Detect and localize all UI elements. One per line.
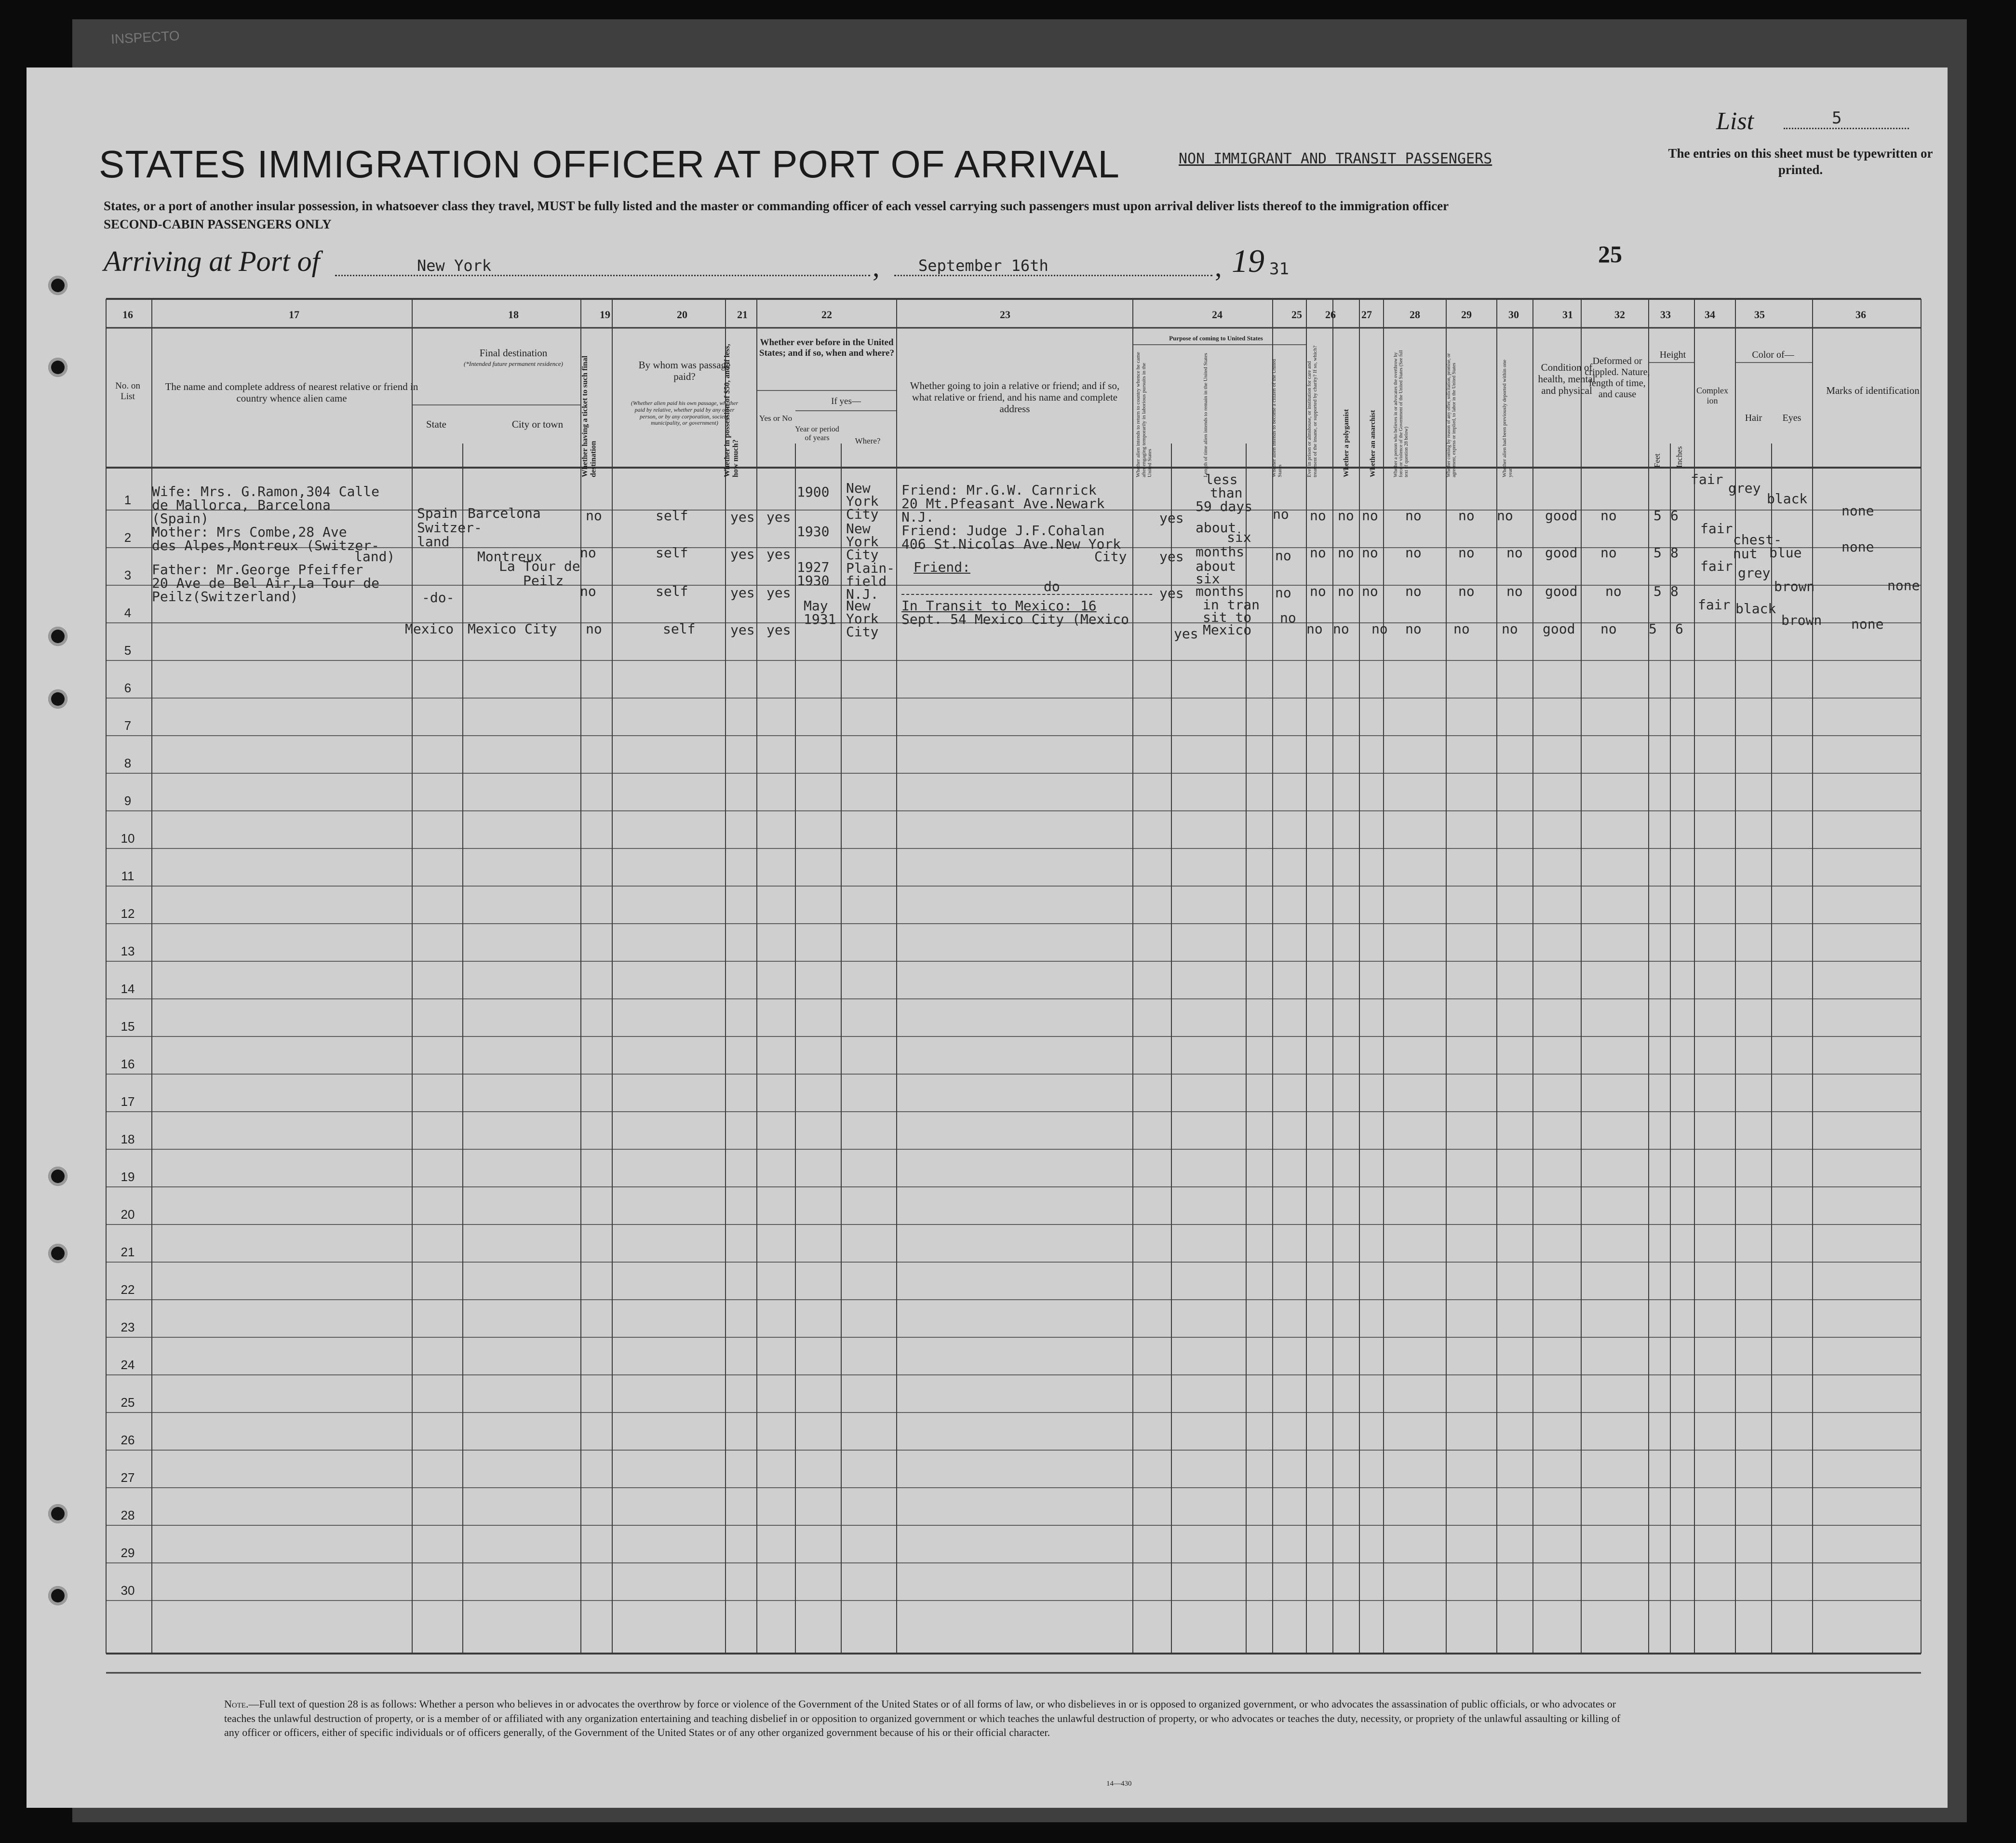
before: yes xyxy=(766,585,791,601)
row-number: 9 xyxy=(124,794,132,808)
health: good xyxy=(1543,621,1575,637)
header-final-destination: Final destination xyxy=(479,347,548,359)
header-anarchist: Whether an anarchist xyxy=(1369,410,1377,477)
header-no-on-list: No. on List xyxy=(115,381,140,402)
feet: 5 xyxy=(1653,583,1662,599)
polygamist: no xyxy=(1338,583,1354,599)
q28: no xyxy=(1405,583,1422,599)
where-line: York xyxy=(846,534,879,550)
arriving-label: Arriving at Port of xyxy=(104,245,320,277)
joining-line: City xyxy=(1094,549,1127,565)
hair: black xyxy=(1735,601,1776,617)
footer-note xyxy=(224,1697,1622,1740)
header-polygamist: Whether a polygamist xyxy=(1343,409,1350,477)
header-deformed: Deformed or crippled. Nature, length of time, and cause xyxy=(1585,356,1650,400)
polygamist: no xyxy=(1338,545,1354,561)
relative-line: land) xyxy=(354,549,395,565)
comma-2: , xyxy=(1215,251,1222,283)
class-line: SECOND-CABIN PASSENGERS ONLY xyxy=(104,217,332,231)
marks: none xyxy=(1841,539,1874,555)
joining-line: do xyxy=(1044,578,1060,594)
q29: no xyxy=(1458,545,1475,561)
header-marks: Marks of identification xyxy=(1826,385,1920,396)
joining-line: Friend: Mr.G.W. Carnrick xyxy=(901,482,1097,498)
purpose-b-line: six xyxy=(1196,571,1220,587)
eyes: brown xyxy=(1781,612,1822,628)
document-title: STATES IMMIGRATION OFFICER AT PORT OF ARRIVAL xyxy=(99,143,1120,186)
footer-note-label: Note. xyxy=(224,1698,249,1710)
row-number: 6 xyxy=(124,681,132,695)
header-joining: Whether going to join a relative or friend; and if so, what relative or friend, and his name and complete address xyxy=(910,380,1120,415)
non-immigrant-stamp: NON IMMIGRANT AND TRANSIT PASSENGERS xyxy=(1179,150,1492,167)
anarchist: no xyxy=(1362,545,1378,561)
header-passage: By whom was passage paid? xyxy=(638,359,731,383)
relative-line: Mother: Mrs Combe,28 Ave xyxy=(152,524,347,540)
where-line: City xyxy=(846,506,879,522)
col-number: 35 xyxy=(1754,309,1765,321)
where-line: New xyxy=(846,521,871,537)
q30: no xyxy=(1502,621,1518,637)
inches: 8 xyxy=(1670,545,1679,561)
col-number: 36 xyxy=(1855,309,1866,321)
joining-line: Friend: Judge J.F.Cohalan xyxy=(901,523,1105,538)
purpose-c: no xyxy=(1275,548,1291,564)
where-line: New xyxy=(846,480,871,496)
year: 1927 xyxy=(797,559,830,575)
where-line: Plain- xyxy=(846,560,895,576)
complexion: fair xyxy=(1698,597,1731,613)
row-number: 23 xyxy=(121,1320,135,1334)
year-prefix: 19 xyxy=(1232,242,1264,279)
hair: grey xyxy=(1728,480,1761,496)
joining-line: Friend: xyxy=(914,559,971,575)
city: Barcelona xyxy=(468,505,541,521)
q28: no xyxy=(1405,508,1422,524)
purpose-b-line: six xyxy=(1227,529,1251,545)
state: Switzer- land xyxy=(417,520,482,550)
where-line: York xyxy=(846,493,879,509)
row-number: 17 xyxy=(121,1094,135,1109)
header-feet: Feet xyxy=(1653,453,1662,468)
purpose-b-line: months xyxy=(1196,583,1245,599)
where-line: York xyxy=(846,611,879,627)
header-where: Where? xyxy=(855,436,881,445)
where-line: N.J. xyxy=(846,586,879,602)
where-line: City xyxy=(846,547,879,563)
row-number: 27 xyxy=(121,1470,135,1485)
feet: 5 xyxy=(1653,545,1662,561)
q29: no xyxy=(1453,621,1470,637)
inches: 6 xyxy=(1675,621,1683,637)
relative-line: Father: Mr.George Pfeiffer xyxy=(152,562,363,578)
joining-line: 406 St.Nicolas Ave.New York xyxy=(901,536,1121,552)
before: yes xyxy=(766,509,791,525)
where-line: field xyxy=(846,573,887,589)
header-complexion: Complexion xyxy=(1696,386,1728,405)
header-passage-note: (Whether alien paid his own passage, whether paid by relative, whether paid by any other person, or by any corporation, society, municipality, or government) xyxy=(631,400,739,427)
year: 1900 xyxy=(797,484,830,500)
marks: none xyxy=(1841,503,1874,519)
state: -do- xyxy=(422,590,455,605)
header-purpose-b: Length of time alien intends to remain in the United States xyxy=(1203,353,1209,477)
eyes: black xyxy=(1767,491,1808,507)
arrival-date: September 16th xyxy=(918,256,1048,275)
row-number: 20 xyxy=(121,1207,135,1222)
entries-note: The entries on this sheet must be typewritten or printed. xyxy=(1668,146,1933,177)
q29: no xyxy=(1458,508,1475,524)
header-q30: Whether alien had been previously deported within one year xyxy=(1502,359,1514,477)
col-number: 24 xyxy=(1212,309,1223,321)
col-number: 33 xyxy=(1660,309,1671,321)
purpose-b-line: sit to xyxy=(1203,609,1252,625)
health: good xyxy=(1545,508,1578,524)
comma-1: , xyxy=(873,251,880,283)
relative-line: 20 Ave de Bel Air,La Tour de xyxy=(152,575,380,591)
header-year-period: Year or period of years xyxy=(795,425,839,443)
top-tab-label: INSPECTO xyxy=(110,28,180,47)
page-number: 25 xyxy=(1598,241,1622,268)
purpose-b-line: about xyxy=(1196,520,1236,536)
row-number: 11 xyxy=(121,869,134,883)
purpose-b-line: Mexico xyxy=(1203,622,1252,638)
year: 1930 xyxy=(797,524,830,539)
header-before: Whether ever before in the United States; and if so, when and where? xyxy=(759,337,894,358)
row-number: 18 xyxy=(121,1132,135,1146)
before: yes xyxy=(766,622,791,638)
hair: grey xyxy=(1738,565,1771,581)
q29: no xyxy=(1458,583,1475,599)
header-q29: Whether coming by reason of any offer, solicitation, promise, or agreement, express or implied, to labor in the United States xyxy=(1446,353,1457,477)
purpose-c: no xyxy=(1273,506,1289,522)
deformed: no xyxy=(1600,621,1617,637)
row-number: 29 xyxy=(121,1546,135,1560)
q28: no xyxy=(1405,621,1422,637)
header-eyes: Eyes xyxy=(1782,413,1801,423)
binding-hole xyxy=(48,689,67,709)
passage: self xyxy=(656,583,688,599)
header-hair: Hair xyxy=(1745,413,1762,423)
state: Mexico xyxy=(405,621,454,637)
inches: 8 xyxy=(1670,583,1679,599)
binding-hole xyxy=(48,1167,67,1186)
row-number: 28 xyxy=(121,1508,135,1522)
col-number: 34 xyxy=(1705,309,1715,321)
purpose-c: no xyxy=(1275,585,1291,601)
relative-line: de Mallorca, Barcelona xyxy=(152,497,331,513)
purpose-b-line: in tran xyxy=(1203,597,1260,613)
prison: no xyxy=(1310,583,1326,599)
purpose-b-line: than xyxy=(1210,485,1243,501)
relative-line: (Spain) xyxy=(152,511,209,526)
header-purpose-a: Whether alien intends to return to country whence he came after engaging temporarily in laborious pursuits in the United States xyxy=(1135,352,1153,477)
manifest-sheet xyxy=(27,67,1948,1808)
header-inches: Inches xyxy=(1675,446,1684,468)
header-relative: The name and complete address of nearest relative or friend in country whence alien came xyxy=(165,381,418,404)
before: yes xyxy=(766,546,791,562)
joining-line: Sept. 54 Mexico City (Mexico xyxy=(901,611,1129,627)
health: good xyxy=(1545,583,1578,599)
col-number: 20 xyxy=(677,309,687,321)
row-number: 7 xyxy=(124,718,132,733)
col-number: 27 xyxy=(1361,309,1372,321)
col-number: 26 xyxy=(1325,309,1336,321)
where-line: New xyxy=(846,598,871,614)
joining-line: N.J. xyxy=(901,509,934,525)
footer-note-text: —Full text of question 28 is as follows: Whether a person who believes in or advocates the overthrow by force or violence of the Government of the United States or of all forms of law, or who disbelieves in or is opposed to organized government, or who advocates the assassination of public officials, or who advocates or teaches the unlawful destruction of property, or is a member of or affiliated with any organization entertaining and teaching disbelief in or opposition to organized government or which teaches the unlawful destruction of property, or who advocates or teaches the duty, necessity, or propriety of the unlawful assaulting or killing of any officer or officers, either of specific individuals or of officers generally, of the Government of the United States or of any other organized government because of his or their official character. xyxy=(224,1698,1621,1739)
q30: no xyxy=(1506,545,1523,561)
year: 1930 xyxy=(797,573,830,589)
year-suffix: 31 xyxy=(1269,259,1289,279)
row-number: 21 xyxy=(121,1245,135,1259)
joining-line: In Transit to Mexico: 16 xyxy=(901,598,1097,614)
header-color-of: Color of— xyxy=(1752,350,1794,360)
ticket: no xyxy=(580,583,596,599)
row-number: 26 xyxy=(121,1433,135,1447)
purpose-b-line: about xyxy=(1196,558,1236,574)
money: yes xyxy=(730,585,755,601)
header-health: Condition of health, mental and physical xyxy=(1538,362,1596,397)
passage: self xyxy=(656,545,688,561)
header-height: Height xyxy=(1659,350,1686,360)
row-number: 10 xyxy=(121,831,135,846)
money: yes xyxy=(730,546,755,562)
row-number: 22 xyxy=(121,1282,135,1297)
header-purpose: Purpose of coming to United States xyxy=(1169,335,1263,342)
purpose-c: no xyxy=(1280,610,1296,626)
prison: no xyxy=(1310,508,1326,524)
city: Mexico City xyxy=(468,621,557,637)
purpose-b-line: 59 days xyxy=(1196,498,1253,514)
row-number: 25 xyxy=(121,1395,135,1410)
binding-hole xyxy=(48,627,67,646)
passage: self xyxy=(663,621,696,637)
state: Spain xyxy=(417,505,458,521)
row-number: 2 xyxy=(124,530,132,545)
ticket: no xyxy=(586,508,602,524)
city-line: Peilz xyxy=(523,573,564,589)
ticket: no xyxy=(580,545,596,561)
header-state: State xyxy=(426,418,446,430)
joining-line: 20 Mt.Pfeasant Ave.Newark xyxy=(901,496,1105,511)
q30: no xyxy=(1497,508,1513,524)
header-city: City or town xyxy=(511,418,564,430)
prison: no xyxy=(1310,545,1326,561)
col-number: 25 xyxy=(1291,309,1302,321)
ticket: no xyxy=(586,621,602,637)
binding-hole xyxy=(48,1586,67,1605)
purpose-a: yes xyxy=(1174,626,1198,642)
row-number: 13 xyxy=(121,944,135,958)
row-number: 12 xyxy=(121,906,135,921)
passage: self xyxy=(656,508,688,524)
polygamist: no xyxy=(1333,621,1349,637)
header-if-yes: If yes— xyxy=(831,396,861,406)
where-line: City xyxy=(846,624,879,640)
header-q28: Whether a person who believes in or advocates the overthrow by force or violence of the Government of the United States (See full text of question 28 below) xyxy=(1393,350,1409,477)
form-number: 14—430 xyxy=(1106,1780,1132,1788)
header-yes-no: Yes or No xyxy=(759,414,793,423)
anarchist: no xyxy=(1362,583,1378,599)
row-number: 19 xyxy=(121,1170,135,1184)
anarchist: no xyxy=(1362,508,1378,524)
header-ticket: Whether having a ticket to such final destination xyxy=(581,355,598,477)
relative-line: Wife: Mrs. G.Ramon,304 Calle xyxy=(152,484,380,499)
binding-hole xyxy=(48,1244,67,1263)
money: yes xyxy=(730,622,755,638)
marks: none xyxy=(1887,578,1920,593)
deformed: no xyxy=(1600,508,1617,524)
col-number: 31 xyxy=(1562,309,1573,321)
col-number: 29 xyxy=(1461,309,1472,321)
q30: no xyxy=(1506,583,1523,599)
binding-hole xyxy=(48,276,67,295)
row-number: 8 xyxy=(124,756,132,770)
row-number: 24 xyxy=(121,1358,135,1372)
hair: chest- nut xyxy=(1733,532,1782,562)
col-number: 16 xyxy=(122,309,133,321)
row-number: 3 xyxy=(124,568,132,582)
row-number: 5 xyxy=(124,643,132,658)
row-number: 14 xyxy=(121,982,135,996)
purpose-a: yes xyxy=(1159,585,1184,601)
eyes: brown xyxy=(1774,578,1815,594)
col-number: 17 xyxy=(289,309,299,321)
row-number: 4 xyxy=(124,605,132,620)
header-final-destination-note: (*Intended future permanent residence) xyxy=(464,360,563,367)
inches: 6 xyxy=(1670,508,1679,524)
header-purpose-c: Whether alien intends to become a citizen of the United States xyxy=(1271,359,1283,477)
list-label: List xyxy=(1716,108,1754,135)
col-number: 32 xyxy=(1614,309,1625,321)
relative-line: Peilz(Switzerland) xyxy=(152,589,298,605)
purpose-b-line: less xyxy=(1205,471,1238,487)
city: Montreux xyxy=(477,549,542,565)
ditto-dash-line xyxy=(901,594,1152,595)
deformed: no xyxy=(1605,583,1622,599)
col-number: 22 xyxy=(821,309,832,321)
row-number: 30 xyxy=(121,1583,135,1598)
city-line: La Tour de xyxy=(499,558,580,574)
table-grid xyxy=(27,67,1948,1808)
year: 1931 xyxy=(804,611,836,627)
feet: 5 xyxy=(1649,621,1657,637)
header-money: Whether in possession of $50, and if less, how much? xyxy=(723,344,740,477)
purpose-a: yes xyxy=(1159,510,1184,526)
header-prison: Ever in prison or almshouse, or institution for care and treatment of the insane, or supported by charity? If so, which? xyxy=(1306,345,1318,477)
purpose-b-line: months xyxy=(1196,544,1245,560)
relative-line: des Alpes,Montreux (Switzer- xyxy=(152,538,380,553)
list-number: 5 xyxy=(1832,108,1842,128)
col-number: 21 xyxy=(737,309,748,321)
prison: no xyxy=(1306,621,1323,637)
row-number: 16 xyxy=(121,1057,135,1071)
money: yes xyxy=(730,509,755,525)
year: May xyxy=(804,598,828,614)
complexion: fair xyxy=(1700,558,1733,574)
anarchist: no xyxy=(1371,621,1388,637)
eyes: blue xyxy=(1769,545,1802,561)
polygamist: no xyxy=(1338,508,1354,524)
complexion: fair xyxy=(1700,521,1733,537)
deformed: no xyxy=(1600,545,1617,561)
row-number: 1 xyxy=(124,493,132,507)
col-number: 30 xyxy=(1508,309,1519,321)
binding-hole xyxy=(48,1504,67,1523)
health: good xyxy=(1545,545,1578,561)
instruction-text: States, or a port of another insular possession, in whatsoever class they travel, MUST be fully listed and the master or commanding officer of each vessel carrying such passengers must upon arrival deliver lists thereof to the immigration officer xyxy=(104,199,1449,213)
col-number: 23 xyxy=(1000,309,1010,321)
purpose-a: yes xyxy=(1159,549,1184,565)
col-number: 19 xyxy=(600,309,610,321)
feet: 5 xyxy=(1653,508,1662,524)
port-name: New York xyxy=(417,256,492,275)
col-number: 18 xyxy=(508,309,519,321)
row-number: 15 xyxy=(121,1019,135,1034)
complexion: fair xyxy=(1691,471,1723,487)
q28: no xyxy=(1405,545,1422,561)
col-number: 28 xyxy=(1410,309,1420,321)
marks: none xyxy=(1851,616,1884,632)
binding-hole xyxy=(48,358,67,377)
